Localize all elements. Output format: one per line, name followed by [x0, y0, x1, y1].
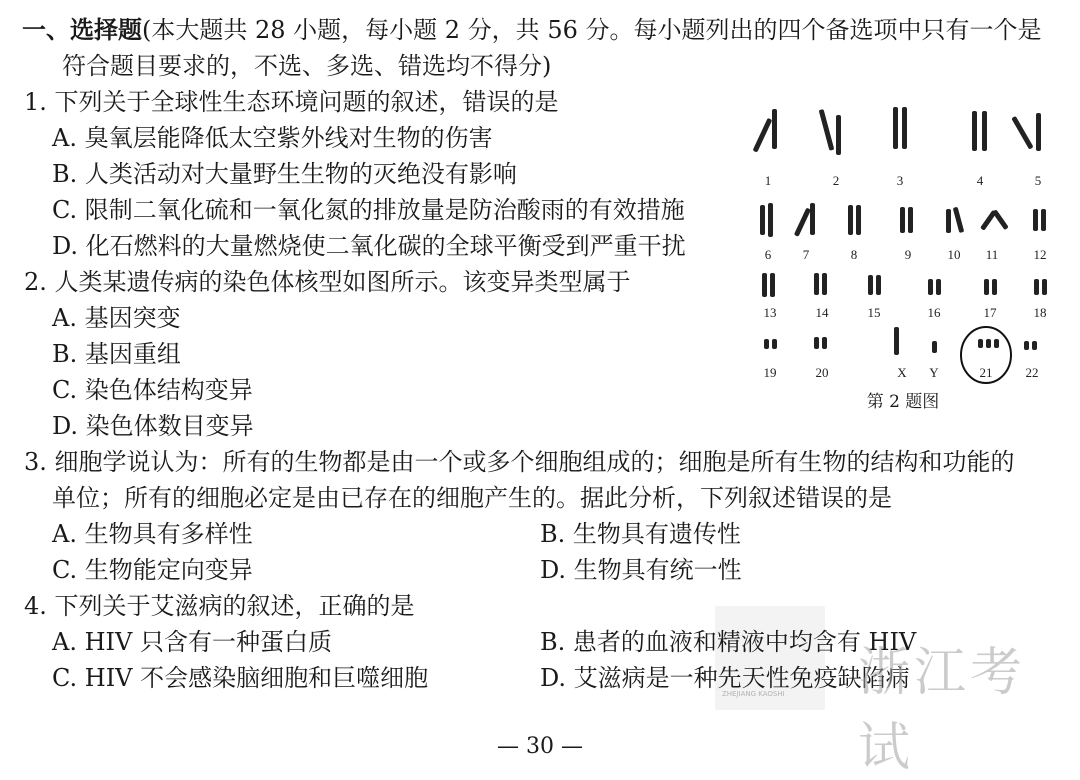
watermark-text: 浙江考试 [858, 643, 1027, 778]
q3-option-c: C. 生物能定向变异 [52, 556, 253, 584]
q1-option-d: D. 化石燃料的大量燃烧使二氧化碳的全球平衡受到严重干扰 [52, 232, 686, 260]
q3-stem-line2: 单位；所有的细胞必定是由已存在的细胞产生的。据此分析，下列叙述错误的是 [52, 484, 892, 512]
chromosome-pair-2 [819, 109, 841, 155]
label-16: 16 [927, 305, 941, 320]
watermark-subtext: ZHEJIANG KAOSHI [722, 690, 785, 698]
label-5: 5 [1034, 173, 1042, 188]
label-13: 13 [763, 305, 777, 320]
label-21: 21 [979, 365, 993, 380]
q2-option-b: B. 基因重组 [52, 340, 181, 368]
label-1: 1 [764, 173, 772, 188]
chromosome-pair-5 [1011, 113, 1041, 151]
chromosome-pair-3 [893, 107, 907, 149]
label-22: 22 [1025, 365, 1039, 380]
q3-option-d: D. 生物具有统一性 [540, 556, 742, 584]
section-title: 一、选择题 [22, 15, 142, 44]
section-intro-line1: (本大题共 28 小题，每小题 2 分，共 56 分。每小题列出的四个备选项中只有一个是 [142, 16, 1042, 44]
q1-option-a: A. 臭氧层能降低太空紫外线对生物的伤害 [52, 124, 493, 152]
label-4: 4 [976, 173, 984, 188]
label-12: 12 [1033, 247, 1047, 262]
section-heading [22, 12, 1041, 48]
label-11: 11 [985, 247, 999, 262]
label-2: 2 [832, 173, 840, 188]
label-7: 7 [802, 247, 810, 262]
q3-option-b: B. 生物具有遗传性 [540, 520, 741, 548]
page-number: — 30 — [497, 734, 583, 759]
q4-option-c: C. HIV 不会感染脑细胞和巨噬细胞 [52, 664, 429, 692]
q2-option-a: A. 基因突变 [52, 304, 181, 332]
karyotype-figure [748, 95, 1058, 415]
label-3: 3 [896, 173, 904, 188]
q1-stem: 1. 下列关于全球性生态环境问题的叙述，错误的是 [24, 88, 559, 116]
q4-option-d: D. 艾滋病是一种先天性免疫缺陷病 [540, 664, 910, 692]
label-8: 8 [850, 247, 858, 262]
q2-stem: 2. 人类某遗传病的染色体核型如图所示。该变异类型属于 [24, 268, 631, 296]
label-19: 19 [763, 365, 777, 380]
label-18: 18 [1033, 305, 1047, 320]
section-intro-line2: 符合题目要求的，不选、多选、错选均不得分) [62, 52, 552, 80]
q2-option-c: C. 染色体结构变异 [52, 376, 253, 404]
q3-stem-line1: 3. 细胞学说认为：所有的生物都是由一个或多个细胞组成的；细胞是所有生物的结构和功能的 [24, 448, 1015, 476]
q1-option-c: C. 限制二氧化硫和一氧化氮的排放量是防治酸雨的有效措施 [52, 196, 685, 224]
figure-caption: 第 2 题图 [866, 392, 940, 412]
q1-option-b: B. 人类活动对大量野生生物的灭绝没有影响 [52, 160, 517, 188]
q4-stem: 4. 下列关于艾滋病的叙述，正确的是 [24, 592, 415, 620]
q4-option-b: B. 患者的血液和精液中均含有 HIV [540, 628, 917, 656]
label-15: 15 [867, 305, 881, 320]
label-10: 10 [947, 247, 961, 262]
label-17: 17 [983, 305, 997, 320]
q4-option-a: A. HIV 只含有一种蛋白质 [52, 628, 332, 656]
q3-option-a: A. 生物具有多样性 [52, 520, 253, 548]
label-6: 6 [764, 247, 772, 262]
label-x: X [897, 365, 907, 380]
label-9: 9 [904, 247, 912, 262]
label-y: Y [929, 365, 939, 380]
chromosome-pair-1 [753, 109, 777, 153]
label-14: 14 [815, 305, 829, 320]
label-20: 20 [815, 365, 829, 380]
chromosome-pair-4 [972, 111, 987, 151]
q2-option-d: D. 染色体数目变异 [52, 412, 254, 440]
